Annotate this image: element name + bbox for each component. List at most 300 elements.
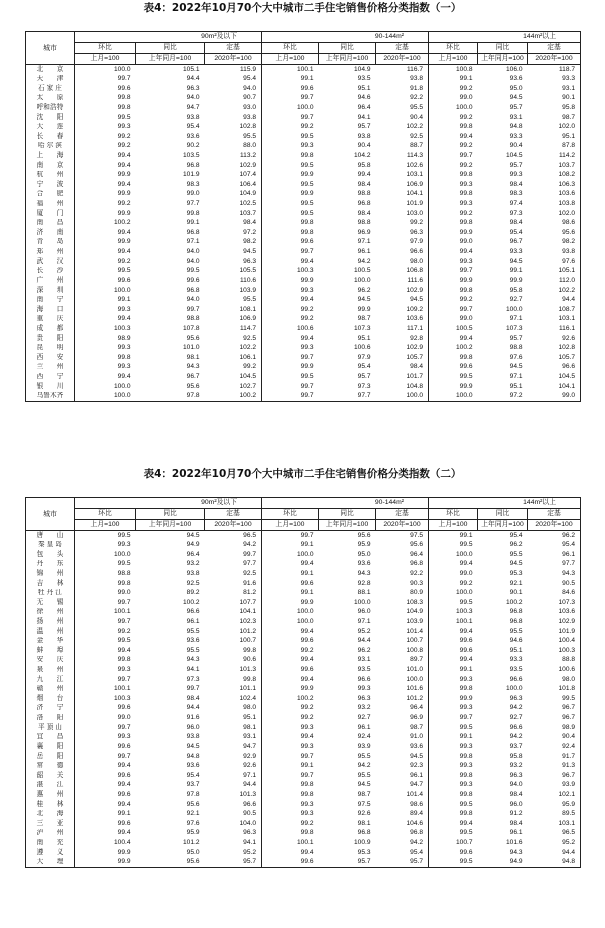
index-value-cell: 100.0 [505, 305, 523, 313]
index-value-cell: 95.6 [410, 541, 423, 549]
index-value-cell: 98.7 [357, 790, 371, 798]
index-value-cell: 96.3 [357, 694, 371, 702]
index-value-cell: 115.9 [239, 65, 256, 73]
table-row [26, 84, 581, 94]
table-row [26, 267, 581, 277]
index-value-cell: 96.6 [357, 675, 371, 683]
index-value-cell: 99.2 [262, 123, 319, 133]
index-value-cell: 99.3 [429, 200, 478, 210]
index-value-cell: 99.5 [75, 267, 136, 277]
index-value-cell: 99.3 [262, 344, 319, 354]
index-value-cell: 99.8 [186, 209, 200, 217]
index-value-cell: 99.1 [429, 733, 478, 743]
table-row [26, 238, 581, 248]
index-value-cell: 99.1 [262, 762, 319, 772]
index-value-cell: 95.7 [205, 858, 262, 868]
index-value-cell: 94.2 [243, 541, 256, 549]
index-value-cell: 99.3 [75, 733, 136, 743]
city-name-cell: 吉 林 [26, 579, 75, 589]
table-row [26, 344, 581, 354]
index-value-cell: 100.7 [239, 637, 256, 645]
index-value-cell: 97.5 [410, 531, 423, 539]
index-value-cell: 104.9 [239, 190, 256, 198]
index-value-cell: 105.1 [528, 267, 581, 277]
index-value-cell: 100.0 [75, 286, 136, 296]
index-value-cell: 95.4 [509, 228, 523, 236]
index-value-cell: 99.3 [75, 305, 136, 315]
index-value-cell: 96.7 [528, 714, 581, 724]
index-value-cell: 99.9 [262, 171, 319, 181]
index-value-cell: 93.6 [410, 742, 423, 750]
index-value-cell: 94.6 [509, 637, 523, 645]
city-name-cell: 兰 州 [26, 363, 75, 373]
index-value-cell: 95.6 [186, 382, 200, 390]
index-value-cell: 98.4 [509, 819, 523, 827]
index-value-cell: 99.3 [509, 171, 523, 179]
index-value-cell: 99.4 [262, 675, 319, 685]
index-value-cell: 97.9 [410, 238, 423, 246]
index-value-cell: 95.7 [357, 373, 371, 380]
index-value-cell: 99.9 [262, 276, 319, 286]
index-value-cell: 103.7 [239, 209, 256, 217]
index-value-cell: 94.5 [410, 752, 423, 760]
city-name-cell: 唐 山 [26, 531, 75, 541]
index-value-cell: 106.3 [528, 180, 581, 190]
index-value-cell: 100.2 [505, 598, 523, 606]
index-value-cell: 93.7 [509, 742, 523, 750]
city-name-cell: 西 宁 [26, 373, 75, 383]
index-value-cell: 100.6 [528, 666, 581, 676]
city-name-cell: 洛 阳 [26, 714, 75, 724]
city-name-cell: 南 京 [26, 161, 75, 171]
index-value-cell: 96.9 [357, 228, 371, 236]
index-value-cell: 99.9 [75, 209, 136, 219]
index-value-cell: 100.1 [262, 839, 319, 849]
index-value-cell: 101.0 [406, 666, 423, 674]
table-row [26, 810, 581, 820]
mom-base-header: 上月=100 [429, 520, 478, 531]
index-value-cell: 94.8 [509, 123, 523, 131]
table-row [26, 113, 581, 123]
mom-base-header: 上月=100 [262, 54, 319, 65]
index-value-cell: 95.6 [136, 858, 205, 868]
index-value-cell: 92.8 [410, 334, 423, 342]
index-value-cell: 95.8 [509, 752, 523, 760]
index-value-cell: 99.9 [75, 858, 136, 868]
index-value-cell: 92.7 [509, 296, 523, 304]
index-value-cell: 98.9 [528, 723, 581, 733]
index-value-cell: 101.3 [239, 666, 256, 674]
city-name-cell: 惠 州 [26, 790, 75, 800]
index-value-cell: 100.1 [262, 65, 319, 75]
index-value-cell: 99.5 [75, 113, 136, 123]
index-value-cell: 100.0 [429, 589, 478, 599]
city-name-cell: 武 汉 [26, 257, 75, 267]
index-value-cell: 95.0 [357, 550, 371, 558]
city-name-cell: 无 锡 [26, 598, 75, 608]
index-value-cell: 99.4 [75, 315, 136, 325]
index-value-cell: 100.6 [353, 344, 371, 352]
index-value-cell: 92.9 [243, 752, 256, 760]
index-value-cell: 94.1 [357, 113, 371, 121]
index-value-cell: 98.9 [75, 334, 136, 344]
index-value-cell: 97.7 [186, 200, 200, 208]
index-value-cell: 97.9 [357, 353, 371, 361]
index-value-cell: 99.8 [429, 123, 478, 133]
index-value-cell: 93.3 [528, 75, 581, 85]
index-value-cell: 101.4 [406, 627, 423, 635]
index-value-cell: 99.4 [75, 646, 136, 656]
table-row [26, 637, 581, 647]
index-value-cell: 99.7 [75, 752, 136, 762]
yoy-base-header: 上年同月=100 [319, 520, 376, 531]
index-value-cell: 100.4 [528, 637, 581, 647]
table-row [26, 685, 581, 695]
index-value-cell: 91.6 [243, 579, 256, 587]
index-value-cell: 101.9 [406, 200, 423, 208]
index-value-cell: 99.7 [429, 714, 478, 724]
index-value-cell: 93.8 [528, 248, 581, 258]
index-value-cell: 96.7 [528, 771, 581, 781]
index-value-cell: 99.8 [429, 353, 478, 363]
fixed-base-header: 2020年=100 [528, 54, 581, 65]
table-row [26, 286, 581, 296]
index-value-cell: 94.9 [186, 541, 200, 549]
index-value-cell: 103.6 [406, 315, 423, 323]
index-value-cell: 94.5 [509, 363, 523, 371]
index-value-cell: 90.4 [357, 142, 371, 150]
index-value-cell: 106.0 [505, 65, 523, 73]
index-value-cell: 95.2 [243, 848, 256, 856]
index-value-cell: 99.5 [429, 373, 478, 383]
index-value-cell: 96.3 [243, 829, 256, 837]
table-body [26, 531, 581, 868]
index-value-cell: 100.7 [429, 839, 478, 849]
index-value-cell: 104.8 [406, 382, 423, 390]
index-value-cell: 99.2 [243, 363, 256, 371]
index-value-cell: 113.2 [239, 151, 256, 159]
index-value-cell: 95.8 [528, 103, 581, 113]
index-value-cell: 100.4 [75, 839, 136, 849]
index-value-cell: 99.6 [262, 666, 319, 676]
index-value-cell: 94.4 [357, 637, 371, 645]
fixed-base-header: 2020年=100 [376, 520, 429, 531]
table-title: 表4：2022年10月70个大中城市二手住宅销售价格分类指数（二） [143, 468, 462, 480]
index-value-cell: 104.5 [239, 373, 256, 380]
index-value-cell: 99.9 [357, 305, 371, 313]
index-value-cell: 99.6 [262, 84, 319, 94]
index-value-cell: 90.1 [509, 589, 523, 597]
index-value-cell: 100.0 [406, 675, 423, 683]
index-value-cell: 99.5 [262, 180, 319, 190]
table-row [26, 257, 581, 267]
index-value-cell: 99.2 [429, 142, 478, 152]
index-value-cell: 96.7 [528, 704, 581, 714]
index-value-cell: 92.3 [410, 762, 423, 770]
index-value-cell: 103.1 [406, 171, 423, 179]
index-value-cell: 91.0 [410, 733, 423, 741]
index-value-cell: 104.1 [406, 190, 423, 198]
city-name-cell: 安 庆 [26, 656, 75, 666]
table-row [26, 248, 581, 258]
index-value-cell: 92.5 [410, 132, 423, 140]
index-value-cell: 98.4 [357, 209, 371, 217]
index-value-cell: 94.0 [186, 296, 200, 304]
city-name-cell: 常 德 [26, 762, 75, 772]
index-value-cell: 95.7 [509, 103, 523, 111]
index-value-cell: 100.1 [75, 685, 136, 695]
index-value-cell: 98.0 [243, 704, 256, 712]
index-value-cell: 99.4 [75, 781, 136, 791]
index-value-cell: 98.8 [186, 315, 200, 323]
index-value-cell: 95.9 [528, 800, 581, 810]
index-value-cell: 97.1 [186, 238, 200, 246]
table-row [26, 123, 581, 133]
index-value-cell: 97.7 [319, 392, 376, 402]
index-value-cell: 106.9 [406, 180, 423, 188]
index-value-cell: 99.6 [429, 363, 478, 373]
index-value-cell: 101.2 [406, 694, 423, 702]
index-value-cell: 95.7 [319, 858, 376, 868]
index-value-cell: 92.1 [186, 810, 200, 818]
index-value-cell: 99.7 [75, 598, 136, 608]
index-value-cell: 81.2 [243, 589, 256, 597]
index-value-cell: 102.3 [239, 617, 256, 625]
index-value-cell: 95.8 [357, 161, 371, 169]
index-value-cell: 99.5 [75, 560, 136, 570]
index-value-cell: 94.1 [186, 666, 200, 674]
index-value-cell: 99.3 [75, 541, 136, 551]
index-value-cell: 94.2 [509, 704, 523, 712]
index-value-cell: 98.4 [509, 180, 523, 188]
yoy-base-header: 上年同月=100 [136, 520, 205, 531]
base-header: 定基 [376, 509, 429, 520]
index-value-cell: 96.3 [509, 771, 523, 779]
index-value-cell: 99.4 [75, 800, 136, 810]
index-value-cell: 98.7 [357, 315, 371, 323]
index-value-cell: 93.6 [509, 75, 523, 83]
index-value-cell: 98.3 [509, 190, 523, 198]
index-value-cell: 97.5 [357, 800, 371, 808]
index-value-cell: 99.9 [262, 363, 319, 373]
table-row [26, 617, 581, 627]
index-value-cell: 93.3 [509, 656, 523, 664]
index-value-cell: 99.1 [429, 531, 478, 541]
index-value-cell: 99.0 [429, 94, 478, 104]
table-row [26, 579, 581, 589]
index-value-cell: 105.7 [528, 353, 581, 363]
index-value-cell: 98.4 [243, 219, 256, 227]
index-value-cell: 93.6 [357, 560, 371, 568]
index-value-cell: 102.1 [528, 790, 581, 800]
index-value-cell: 100.0 [429, 392, 478, 402]
index-value-cell: 99.4 [75, 829, 136, 839]
city-name-cell: 上 海 [26, 151, 75, 161]
index-value-cell: 104.9 [353, 65, 371, 73]
index-value-cell: 95.3 [357, 848, 371, 856]
index-value-cell: 99.8 [262, 829, 319, 839]
index-value-cell: 99.0 [528, 392, 581, 402]
index-value-cell: 100.0 [429, 103, 478, 113]
index-value-cell: 92.5 [186, 579, 200, 587]
city-name-cell: 郑 州 [26, 248, 75, 258]
index-value-cell: 89.7 [410, 656, 423, 664]
table-title: 表4：2022年10月70个大中城市二手住宅销售价格分类指数（一） [143, 2, 462, 14]
index-value-cell: 102.0 [528, 209, 581, 219]
index-value-cell: 96.8 [357, 200, 371, 208]
index-value-cell: 94.3 [509, 848, 523, 856]
index-value-cell: 102.0 [528, 123, 581, 133]
yoy-header: 同比 [478, 509, 528, 520]
index-value-cell: 102.4 [239, 694, 256, 702]
index-value-cell: 97.1 [243, 771, 256, 779]
index-value-cell: 94.5 [509, 560, 523, 568]
index-value-cell: 99.8 [243, 646, 256, 654]
index-value-cell: 96.6 [528, 363, 581, 373]
index-value-cell: 99.5 [429, 858, 478, 868]
index-value-cell: 90.4 [528, 733, 581, 743]
table-row [26, 75, 581, 85]
city-name-cell: 泸 州 [26, 829, 75, 839]
index-value-cell: 99.9 [262, 598, 319, 608]
index-value-cell: 99.7 [262, 94, 319, 104]
index-value-cell: 99.2 [429, 84, 478, 94]
index-value-cell: 95.1 [243, 714, 256, 722]
index-value-cell: 99.9 [429, 228, 478, 238]
index-value-cell: 99.4 [262, 733, 319, 743]
yoy-base-header: 上年同月=100 [136, 54, 205, 65]
index-value-cell: 97.7 [243, 560, 256, 568]
index-value-cell: 99.8 [75, 103, 136, 113]
group-header-medium: 90-144m² [262, 32, 429, 43]
index-value-cell: 98.6 [528, 219, 581, 229]
index-value-cell: 94.3 [528, 569, 581, 579]
index-value-cell: 94.0 [509, 781, 523, 789]
index-value-cell: 99.3 [429, 675, 478, 685]
index-value-cell: 99.6 [75, 704, 136, 714]
table-row [26, 608, 581, 618]
index-value-cell: 99.2 [75, 257, 136, 267]
index-value-cell: 101.2 [239, 627, 256, 635]
city-name-cell: 太 原 [26, 94, 75, 104]
index-value-cell: 99.4 [429, 334, 478, 344]
table-row [26, 180, 581, 190]
index-value-cell: 103.6 [528, 608, 581, 618]
table-row [26, 550, 581, 560]
index-value-cell: 104.1 [239, 608, 256, 616]
index-value-cell: 95.6 [186, 800, 200, 808]
index-value-cell: 100.8 [429, 65, 478, 75]
index-value-cell: 99.0 [429, 315, 478, 325]
index-value-cell: 100.3 [528, 646, 581, 656]
index-value-cell: 96.6 [243, 800, 256, 808]
index-value-cell: 100.0 [353, 598, 371, 606]
index-value-cell: 98.2 [243, 238, 256, 246]
table-row [26, 531, 581, 541]
index-value-cell: 95.5 [186, 646, 200, 654]
index-value-cell: 104.9 [406, 608, 423, 616]
city-name-cell: 南 昌 [26, 219, 75, 229]
index-value-cell: 98.1 [186, 353, 200, 361]
index-value-cell: 95.2 [357, 627, 371, 635]
fixed-base-header: 2020年=100 [205, 520, 262, 531]
index-value-cell: 114.3 [406, 151, 423, 159]
index-value-cell: 99.9 [509, 276, 523, 284]
index-value-cell: 99.4 [429, 560, 478, 570]
index-value-cell: 90.5 [528, 579, 581, 589]
index-value-cell: 91.7 [528, 752, 581, 762]
index-value-cell: 95.0 [186, 848, 200, 856]
index-value-cell: 94.5 [357, 296, 371, 304]
index-value-cell: 94.5 [509, 94, 523, 102]
index-value-cell: 94.5 [186, 742, 200, 750]
base-header: 定基 [205, 509, 262, 520]
base-header: 定基 [205, 43, 262, 54]
yoy-header: 同比 [136, 509, 205, 520]
index-value-cell: 98.8 [75, 569, 136, 579]
table-row [26, 151, 581, 161]
index-value-cell: 101.2 [182, 839, 200, 846]
index-value-cell: 90.2 [186, 142, 200, 150]
city-name-cell: 成 都 [26, 324, 75, 334]
city-name-cell: 西 安 [26, 353, 75, 363]
index-value-cell: 103.5 [182, 151, 200, 159]
table-row [26, 305, 581, 315]
index-value-cell: 106.8 [406, 267, 423, 275]
index-value-cell: 99.5 [528, 694, 581, 704]
index-value-cell: 98.2 [528, 238, 581, 248]
index-value-cell: 99.9 [262, 685, 319, 695]
mom-base-header: 上月=100 [262, 520, 319, 531]
group-header-large: 144m²以上 [429, 498, 581, 509]
city-header: 城市 [26, 498, 75, 531]
index-value-cell: 94.7 [243, 742, 256, 750]
index-value-cell: 99.5 [429, 598, 478, 608]
city-name-cell: 烟 台 [26, 694, 75, 704]
index-value-cell: 99.4 [262, 257, 319, 267]
index-value-cell: 103.1 [528, 819, 581, 829]
index-value-cell: 97.3 [186, 675, 200, 683]
index-value-cell: 94.3 [186, 656, 200, 664]
index-value-cell: 97.1 [509, 373, 523, 380]
index-value-cell: 99.8 [429, 190, 478, 200]
index-value-cell: 99.7 [262, 771, 319, 781]
index-value-cell: 88.0 [243, 142, 256, 150]
index-value-cell: 100.0 [429, 550, 478, 560]
index-value-cell: 102.5 [239, 200, 256, 208]
index-value-cell: 97.3 [509, 209, 523, 217]
index-value-cell: 97.1 [509, 315, 523, 323]
index-value-cell: 100.0 [505, 685, 523, 693]
index-value-cell: 99.4 [75, 161, 136, 171]
table-row [26, 829, 581, 839]
table-row [26, 382, 581, 392]
index-value-cell: 90.3 [410, 579, 423, 587]
index-value-cell: 99.7 [75, 675, 136, 685]
index-value-cell: 92.7 [509, 714, 523, 722]
index-value-cell: 105.7 [406, 353, 423, 361]
index-value-cell: 100.6 [262, 324, 319, 334]
index-value-cell: 93.8 [186, 569, 200, 577]
city-name-cell: 北 海 [26, 810, 75, 820]
table-row [26, 353, 581, 363]
index-value-cell: 104.1 [528, 382, 581, 392]
index-value-cell: 99.5 [262, 200, 319, 210]
index-value-cell: 99.2 [262, 704, 319, 714]
index-value-cell: 93.5 [509, 666, 523, 674]
index-value-cell: 99.0 [429, 569, 478, 579]
table-row [26, 363, 581, 373]
